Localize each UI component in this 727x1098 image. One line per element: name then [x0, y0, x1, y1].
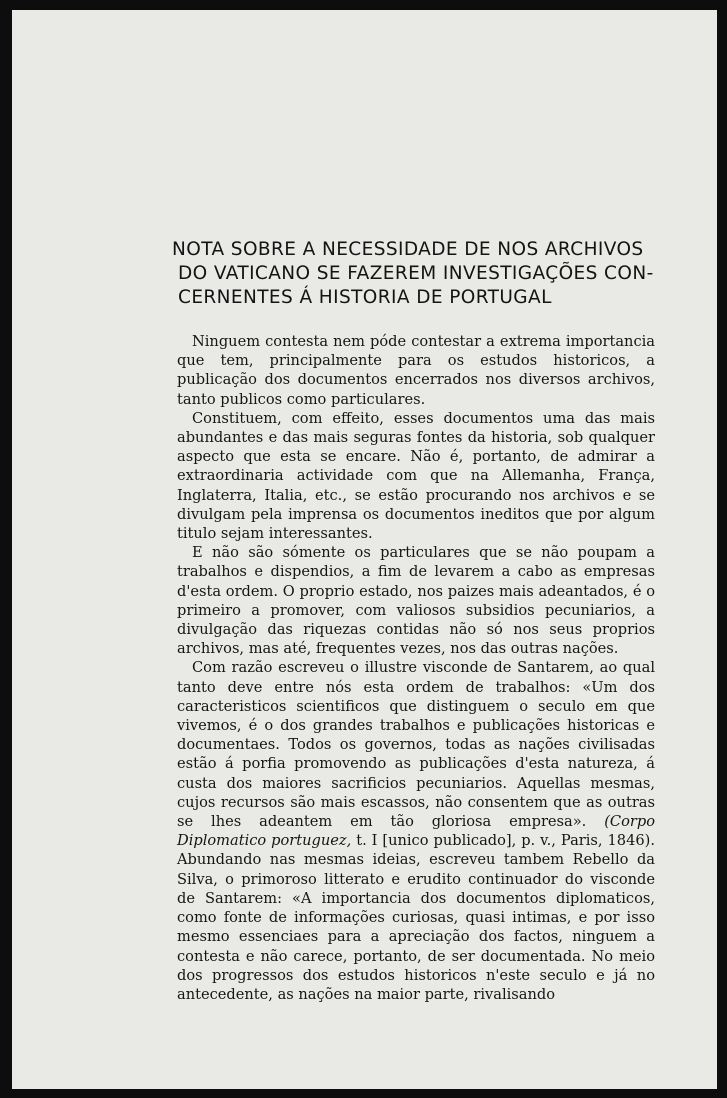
citation-title: (Corpo Diplomatico portuguez, [177, 813, 655, 850]
title-line-1: NOTA SOBRE A NECESSIDADE DE NOS ARCHIVOS [172, 239, 644, 260]
document-page [12, 10, 717, 1089]
paragraph-1: Ninguem contesta nem póde contestar a extrema importancia que tem, principalmente para os estudos historicos, a publicação dos documentos encerrados nos diversos archivos, tanto publicos como particulares. [177, 333, 655, 408]
document-title [172, 238, 652, 310]
title-line-2: DO VATICANO SE FAZEREM INVESTIGAÇÕES CON- [178, 263, 654, 284]
paragraph-4-text-b: t. I [unico publicado], p. v., Paris, 1846). Abundando nas mesmas ideias, escreveu tambem Rebello da Silva, o primoroso litterato e erudito continuador do visconde de Santarem: «A importancia dos documentos diplomaticos, como fonte de informações curiosas, quasi intimas, e por isso mesmo essenciaes para a apreciação dos factos, ninguem a contesta e não carece, portanto, de ser documentada. No meio dos progressos dos estudos historicos n'este seculo e já no antecedente, as nações na maior parte, rivalisando [177, 832, 655, 1003]
paragraph-2: Constituem, com effeito, esses documentos uma das mais abundantes e das mais seguras fontes da historia, sob qualquer aspecto que esta se encare. Não é, portanto, de admirar a extraordinaria actividade com que na Allemanha, França, Inglaterra, Italia, etc., se estão procurando nos archivos e se divulgam pela imprensa os documentos ineditos que por algum titulo sejam interessantes. [177, 409, 655, 543]
paragraph-4 [177, 658, 655, 1004]
paragraph-4-text-a: Com razão escreveu o illustre visconde de Santarem, ao qual tanto deve entre nós esta ordem de trabalhos: «Um dos caracteristicos scientificos que distinguem o seculo em que vivemos, é o dos grandes trabalhos e publicações historicas e documentaes. Todos os governos, todas as nações civilisadas estão á porfia promovendo as publicações d'esta natureza, á custa dos maiores sacrificios pecuniarios. Aquellas mesmas, cujos recursos são mais escassos, não consentem que as outras se lhes adeantem em tão gloriosa empresa». [177, 659, 655, 831]
body-text [177, 332, 655, 1004]
paragraph-3: E não são sómente os particulares que se não poupam a trabalhos e dispendios, a fim de levarem a cabo as empresas d'esta ordem. O proprio estado, nos paizes mais adeantados, é o primeiro a promover, com valiosos subsidios pecuniarios, a divulgação das riquezas contidas não só nos seus proprios archivos, mas até, frequentes vezes, nos das outras nações. [177, 544, 655, 658]
title-line-3: CERNENTES Á HISTORIA DE PORTUGAL [178, 287, 552, 308]
